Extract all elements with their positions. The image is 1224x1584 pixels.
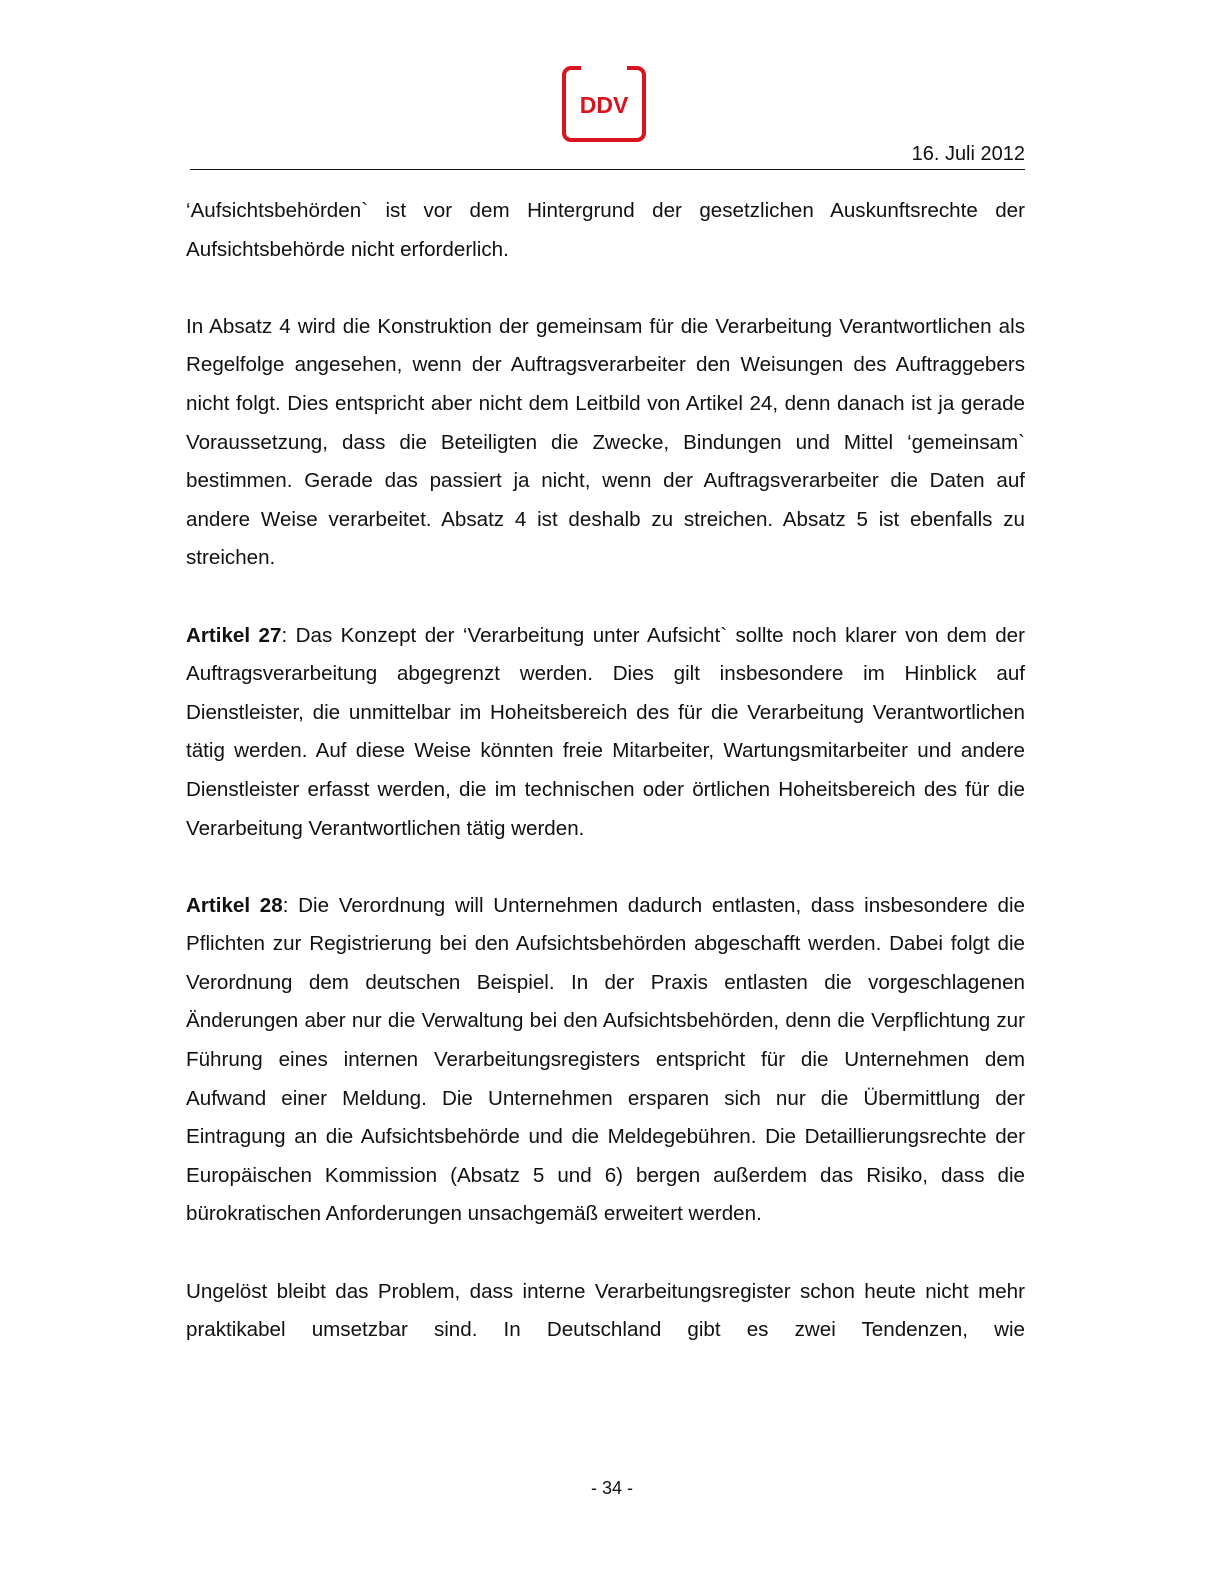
paragraph-artikel-27 <box>186 617 1025 849</box>
paragraph-5: Ungelöst bleibt das Problem, dass interne Verarbeitungsregister schon heute nicht mehr praktikabel umsetzbar sind. In Deutschland gibt es zwei Tendenzen, wie <box>186 1279 1025 1342</box>
paragraph-artikel-28 <box>186 887 1025 1234</box>
artikel-28-text: : Die Verordnung will Unternehmen dadurch entlasten, dass insbesondere die Pflichten zur Registrierung bei den Aufsichtsbehörden abgeschafft werden. Dabei folgt die Verordnung dem deutschen Beispiel. In der Praxis entlasten die vorgeschlagenen Änderungen aber nur die Verwaltung bei den Aufsichtsbehörden, denn die Verpflichtung zur Führung eines internen Verarbeitungsregisters entspricht für die Unternehmen dem Aufwand einer Meldung. Die Unternehmen ersparen sich nur die Übermittlung der Eintragung an die Aufsichtsbehörde und die Meldegebühren. Die Detaillierungsrechte der Europäischen Kommission (Absatz 5 und 6) bergen außerdem das Risiko, dass die bürokratischen Anforderungen unsachgemäß erweitert werden. <box>186 893 1025 1226</box>
document-body <box>186 192 1025 1388</box>
artikel-28-heading: Artikel 28 <box>186 893 283 917</box>
artikel-27-text: : Das Konzept der ‘Verarbeitung unter Aufsicht` sollte noch klarer von dem der Auftragsverarbeitung abgegrenzt werden. Dies gilt insbesondere im Hinblick auf Dienstleister, die unmittelbar im Hoheitsbereich des für die Verarbeitung Verantwortlichen tätig werden. Auf diese Weise könnten freie Mitarbeiter, Wartungsmitarbeiter und andere Dienstleister erfasst werden, die im technischen oder örtlichen Hoheitsbereich des für die Verarbeitung Verantwortlichen tätig werden. <box>186 623 1025 840</box>
page-number: - 34 - <box>590 1478 633 1498</box>
paragraph-2: In Absatz 4 wird die Konstruktion der gemeinsam für die Verarbeitung Verantwortlichen als Regelfolge angesehen, wenn der Auftragsverarbeiter den Weisungen des Auftraggebers nicht folgt. Dies entspricht aber nicht dem Leitbild von Artikel 24, denn danach ist ja gerade Voraussetzung, dass die Beteiligten die Zwecke, Bindungen und Mittel ‘gemeinsam` bestimmen. Gerade das passiert ja nicht, wenn der Auftragsverarbeiter die Daten auf andere Weise verarbeitet. Absatz 4 ist deshalb zu streichen. Absatz 5 ist ebenfalls zu streichen. <box>186 314 1025 570</box>
ddv-logo <box>562 66 646 142</box>
paragraph-1: ‘Aufsichtsbehörden` ist vor dem Hintergrund der gesetzlichen Auskunftsrechte der Aufsichtsbehörde nicht erforderlich. <box>186 199 1025 261</box>
ddv-logo-text: DDV <box>579 92 629 118</box>
header-date: 16. Juli 2012 <box>911 143 1025 165</box>
header-rule <box>190 169 1025 170</box>
artikel-27-heading: Artikel 27 <box>186 623 282 647</box>
